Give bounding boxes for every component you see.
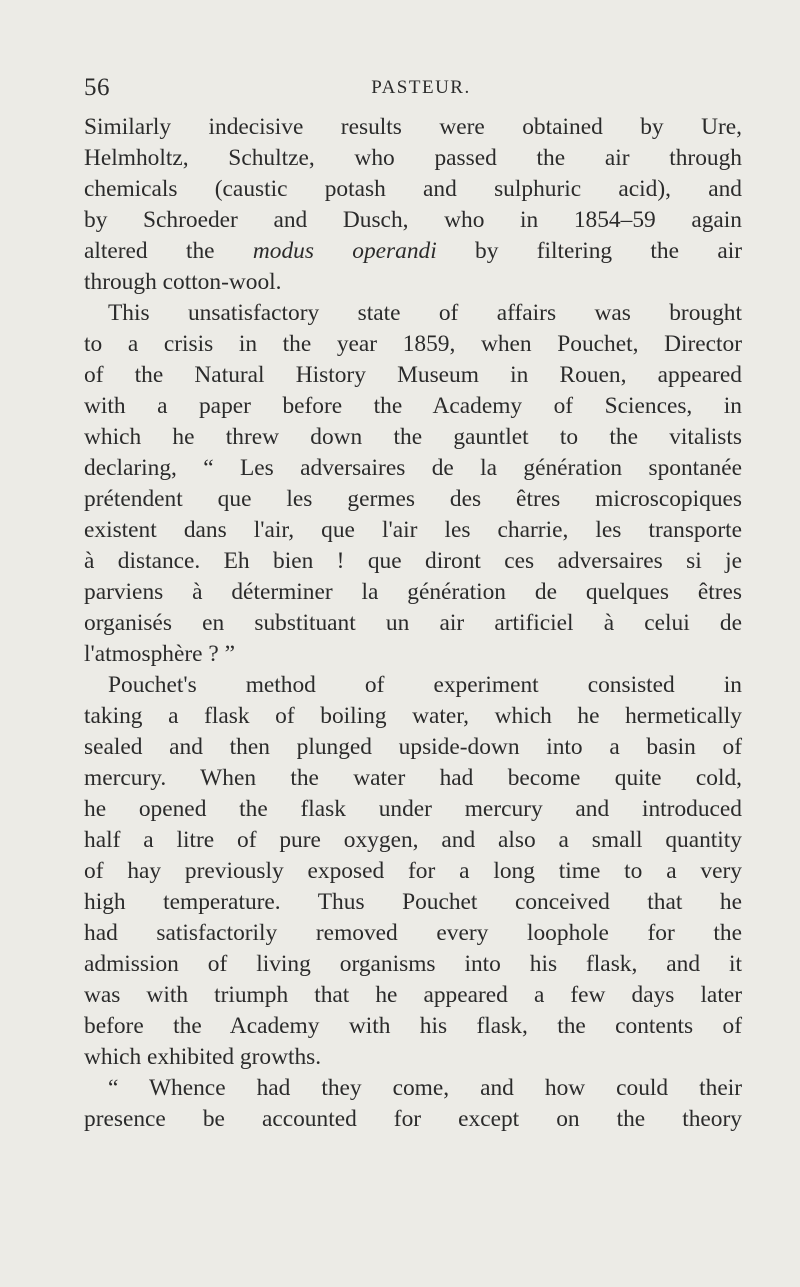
text-line: à distance. Eh bien ! que diront ces adversaires si je	[84, 548, 742, 574]
text-line: chemicals (caustic potash and sulphuric acid), and	[84, 176, 742, 202]
running-head: PASTEUR.	[371, 77, 471, 98]
text-line: parviens à déterminer la génération de quelques êtres	[84, 579, 742, 605]
text-line: Pouchet's method of experiment consisted in	[108, 672, 742, 698]
body-text	[84, 112, 742, 1135]
text-line: This unsatisfactory state of affairs was brought	[108, 300, 742, 326]
text-line: admission of living organisms into his flask, and it	[84, 951, 742, 977]
page-number: 56	[84, 74, 110, 101]
text-fragment: by filtering the air	[475, 238, 742, 264]
text-line: of the Natural History Museum in Rouen, appeared	[84, 362, 742, 388]
text-line: presence be accounted for except on the theory	[84, 1106, 742, 1132]
text-fragment: altered the	[84, 238, 215, 264]
text-line: sealed and then plunged upside-down into a basin of	[84, 734, 742, 760]
text-line: Helmholtz, Schultze, who passed the air through	[84, 145, 742, 171]
text-line: Similarly indecisive results were obtained by Ure,	[84, 114, 742, 140]
text-line: existent dans l'air, que l'air les charrie, les transporte	[84, 517, 742, 543]
text-line: to a crisis in the year 1859, when Pouchet, Director	[84, 331, 742, 357]
text-line: declaring, “ Les adversaires de la génération spontanée	[84, 455, 742, 481]
text-line: which he threw down the gauntlet to the vitalists	[84, 424, 742, 450]
text-line: “ Whence had they come, and how could their	[108, 1075, 742, 1101]
text-line: taking a flask of boiling water, which he hermetically	[84, 703, 742, 729]
text-line: had satisfactorily removed every loophole for the	[84, 920, 742, 946]
text-line	[84, 236, 742, 267]
text-line: high temperature. Thus Pouchet conceived that he	[84, 889, 742, 915]
text-line: by Schroeder and Dusch, who in 1854–59 again	[84, 207, 742, 233]
text-line: he opened the flask under mercury and introduced	[84, 796, 742, 822]
page-header	[84, 74, 740, 104]
text-line: with a paper before the Academy of Sciences, in	[84, 393, 742, 419]
text-line: was with triumph that he appeared a few days later	[84, 982, 742, 1008]
text-line: of hay previously exposed for a long time to a very	[84, 858, 742, 884]
text-line: prétendent que les germes des êtres microscopiques	[84, 486, 742, 512]
text-line: organisés en substituant un air artificiel à celui de	[84, 610, 742, 636]
text-line: which exhibited growths.	[84, 1044, 322, 1070]
text-line: mercury. When the water had become quite cold,	[84, 765, 742, 791]
text-line: before the Academy with his flask, the contents of	[84, 1013, 742, 1039]
italic-phrase: modus operandi	[252, 238, 437, 264]
text-line: l'atmosphère ? ”	[84, 641, 235, 667]
text-line: through cotton-wool.	[84, 269, 282, 295]
text-line: half a litre of pure oxygen, and also a small quantity	[84, 827, 742, 853]
